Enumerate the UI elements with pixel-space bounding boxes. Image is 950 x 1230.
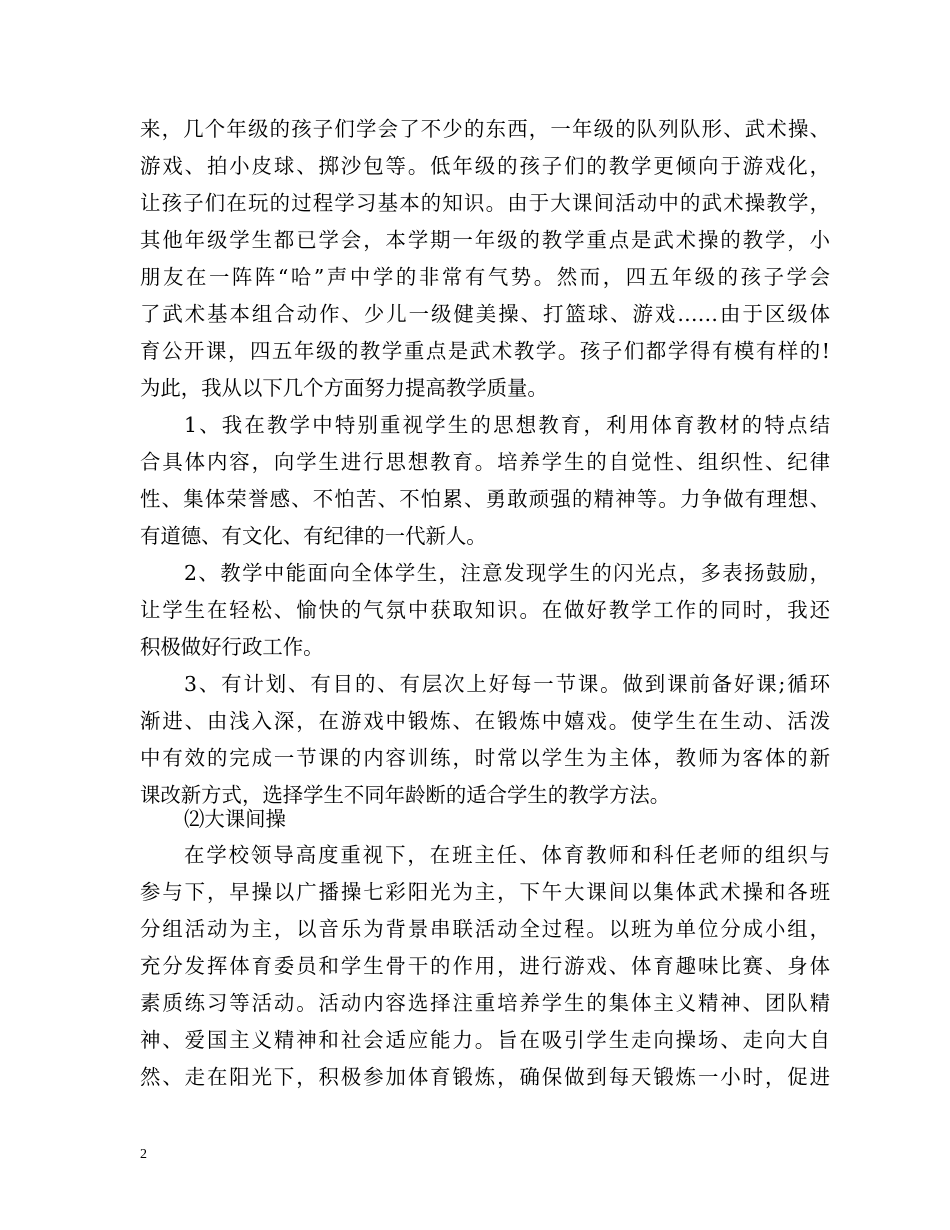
body-text-line: 神、爱国主义精神和社会适应能力。旨在吸引学生走向操场、走向大自 — [140, 1028, 830, 1052]
body-text-line: 了武术基本组合动作、少儿一级健美操、打篮球、游戏……由于区级体 — [140, 302, 830, 326]
body-text-line: 有道德、有文化、有纪律的一代新人。 — [140, 524, 487, 548]
body-text-line: 其他年级学生都已学会，本学期一年级的教学重点是武术操的教学，小 — [140, 228, 830, 252]
paragraph-first-line: 在学校领导高度重视下，在班主任、体育教师和科任老师的组织与 — [184, 843, 830, 867]
body-text-line: 游戏、拍小皮球、掷沙包等。低年级的孩子们的教学更倾向于游戏化， — [140, 154, 830, 178]
body-text-line: 合具体内容，向学生进行思想教育。培养学生的自觉性、组织性、纪律 — [140, 450, 830, 474]
body-text-line: 朋友在一阵阵“哈”声中学的非常有气势。然而，四五年级的孩子学会 — [140, 265, 830, 289]
body-text-line: 让学生在轻松、愉快的气氛中获取知识。在做好教学工作的同时，我还 — [140, 598, 830, 622]
body-text-line: 育公开课，四五年级的教学重点是武术教学。孩子们都学得有模有样的! — [140, 339, 830, 363]
paragraph-first-line: 2、教学中能面向全体学生，注意发现学生的闪光点，多表扬鼓励， — [184, 561, 830, 585]
body-text-line: 积极做好行政工作。 — [140, 635, 324, 659]
body-text-line: 来，几个年级的孩子们学会了不少的东西，一年级的队列队形、武术操、 — [140, 117, 830, 141]
body-text-line: 中有效的完成一节课的内容训练，时常以学生为主体，教师为客体的新 — [140, 746, 830, 770]
body-text-line: 素质练习等活动。活动内容选择注重培养学生的集体主义精神、团队精 — [140, 991, 830, 1015]
body-text-line: 渐进、由浅入深，在游戏中锻炼、在锻炼中嬉戏。使学生在生动、活泼 — [140, 709, 830, 733]
body-text-line: 充分发挥体育委员和学生骨干的作用，进行游戏、体育趣味比赛、身体 — [140, 954, 830, 978]
body-text-line: 性、集体荣誉感、不怕苦、不怕累、勇敢顽强的精神等。力争做有理想、 — [140, 487, 830, 511]
section-heading: ⑵大课间操 — [184, 807, 286, 831]
body-text-line: 参与下，早操以广播操七彩阳光为主，下午大课间以集体武术操和各班 — [140, 880, 830, 904]
body-text-line: 为此，我从以下几个方面努力提高教学质量。 — [140, 376, 548, 400]
body-text-line: 课改新方式，选择学生不同年龄断的适合学生的教学方法。 — [140, 783, 671, 807]
paragraph-first-line: 1、我在教学中特别重视学生的思想教育，利用体育教材的特点结 — [184, 413, 830, 437]
body-text-line: 分组活动为主，以音乐为背景串联活动全过程。以班为单位分成小组， — [140, 917, 830, 941]
body-text-line: 让孩子们在玩的过程学习基本的知识。由于大课间活动中的武术操教学， — [140, 191, 830, 215]
paragraph-first-line: 3、有计划、有目的、有层次上好每一节课。做到课前备好课;循环 — [184, 672, 830, 696]
body-text-line: 然、走在阳光下，积极参加体育锻炼，确保做到每天锻炼一小时，促进 — [140, 1065, 830, 1089]
page-number: 2 — [140, 1147, 147, 1162]
